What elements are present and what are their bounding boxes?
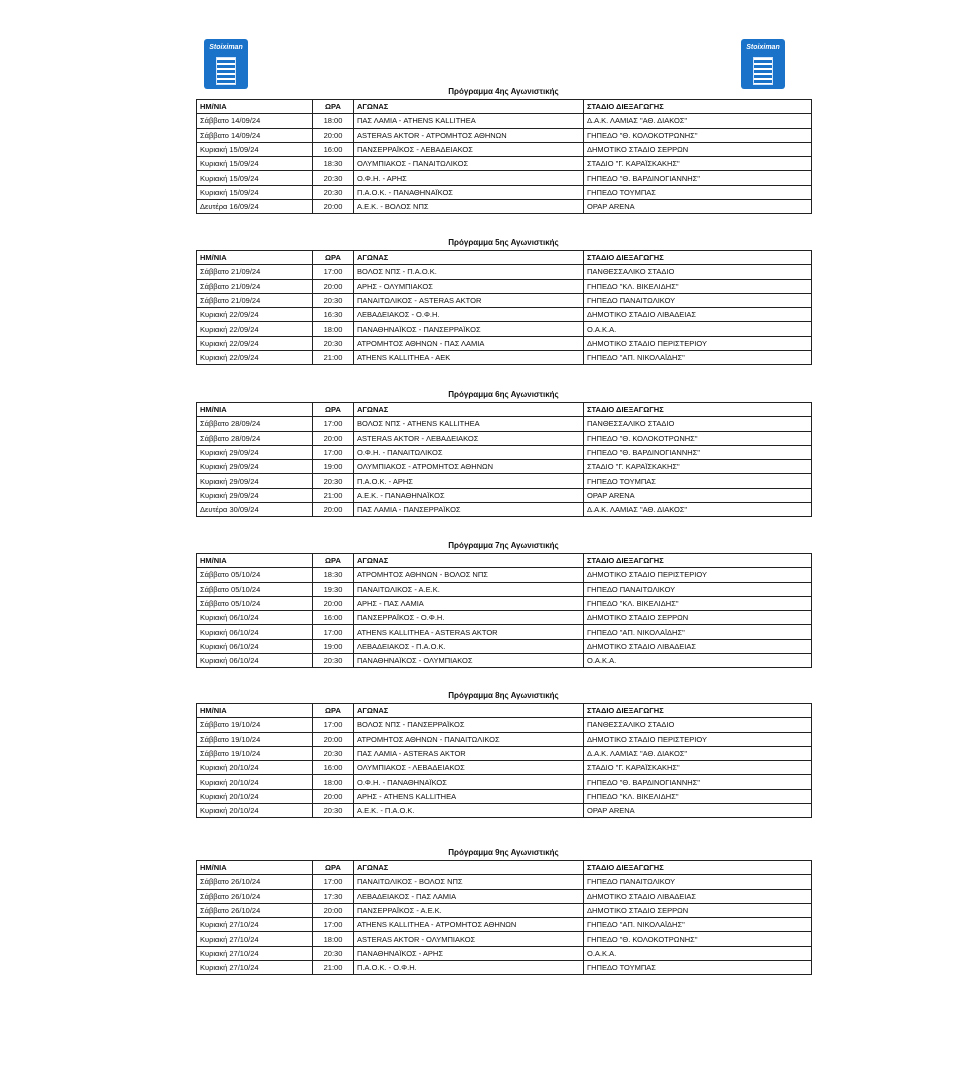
date-cell: Σάββατο 19/10/24 xyxy=(197,746,313,760)
table-row xyxy=(197,293,812,307)
schedule-table xyxy=(196,250,812,365)
venue-header: ΣΤΑΔΙΟ ΔΙΕΞΑΓΩΓΗΣ xyxy=(584,251,812,265)
venue-cell: Δ.Α.Κ. ΛΑΜΙΑΣ "ΑΘ. ΔΙΑΚΟΣ" xyxy=(584,503,812,517)
table-row xyxy=(197,775,812,789)
round-section xyxy=(196,846,811,975)
venue-cell: ΠΑΝΘΕΣΣΑΛΙΚΟ ΣΤΑΔΙΟ xyxy=(584,265,812,279)
date-cell: Σάββατο 26/10/24 xyxy=(197,889,313,903)
table-row xyxy=(197,889,812,903)
venue-header: ΣΤΑΔΙΟ ΔΙΕΞΑΓΩΓΗΣ xyxy=(584,704,812,718)
table-row xyxy=(197,200,812,214)
venue-cell: ΔΗΜΟΤΙΚΟ ΣΤΑΔΙΟ ΠΕΡΙΣΤΕΡΙΟΥ xyxy=(584,732,812,746)
date-cell: Κυριακή 15/09/24 xyxy=(197,157,313,171)
date-cell: Κυριακή 27/10/24 xyxy=(197,961,313,975)
header-row xyxy=(197,403,812,417)
match-cell: Π.Α.Ο.Κ. - ΠΑΝΑΘΗΝΑΪΚΟΣ xyxy=(354,185,584,199)
time-cell: 17:00 xyxy=(313,875,354,889)
date-cell: Σάββατο 26/10/24 xyxy=(197,903,313,917)
match-cell: Π.Α.Ο.Κ. - ΑΡΗΣ xyxy=(354,474,584,488)
date-cell: Κυριακή 22/09/24 xyxy=(197,308,313,322)
date-cell: Δευτέρα 30/09/24 xyxy=(197,503,313,517)
time-cell: 20:30 xyxy=(313,654,354,668)
table-row xyxy=(197,654,812,668)
schedule-table xyxy=(196,99,812,214)
venue-header: ΣΤΑΔΙΟ ΔΙΕΞΑΓΩΓΗΣ xyxy=(584,403,812,417)
venue-header: ΣΤΑΔΙΟ ΔΙΕΞΑΓΩΓΗΣ xyxy=(584,100,812,114)
date-cell: Σάββατο 14/09/24 xyxy=(197,114,313,128)
match-header: ΑΓΩΝΑΣ xyxy=(354,861,584,875)
match-cell: ΒΟΛΟΣ ΝΠΣ - ATHENS KALLITHEA xyxy=(354,417,584,431)
venue-cell: ΔΗΜΟΤΙΚΟ ΣΤΑΔΙΟ ΣΕΡΡΩΝ xyxy=(584,142,812,156)
venue-header: ΣΤΑΔΙΟ ΔΙΕΞΑΓΩΓΗΣ xyxy=(584,554,812,568)
match-cell: ATHENS KALLITHEA - AEK xyxy=(354,351,584,365)
date-cell: Κυριακή 15/09/24 xyxy=(197,171,313,185)
time-cell: 20:00 xyxy=(313,200,354,214)
time-cell: 20:00 xyxy=(313,596,354,610)
venue-cell: Ο.Α.Κ.Α. xyxy=(584,654,812,668)
venue-cell: ΣΤΑΔΙΟ "Γ. ΚΑΡΑΪΣΚΑΚΗΣ" xyxy=(584,761,812,775)
match-cell: ASTERAS AKTOR - ΟΛΥΜΠΙΑΚΟΣ xyxy=(354,932,584,946)
match-cell: ΠΑΝΣΕΡΡΑΪΚΟΣ - Α.Ε.Κ. xyxy=(354,903,584,917)
match-cell: ΒΟΛΟΣ ΝΠΣ - ΠΑΝΣΕΡΡΑΪΚΟΣ xyxy=(354,718,584,732)
match-header: ΑΓΩΝΑΣ xyxy=(354,100,584,114)
date-header: ΗΜ/ΝΙΑ xyxy=(197,554,313,568)
table-row xyxy=(197,732,812,746)
venue-cell: ΓΗΠΕΔΟ "Θ. ΒΑΡΔΙΝΟΓΙΑΝΝΗΣ" xyxy=(584,445,812,459)
time-cell: 20:30 xyxy=(313,171,354,185)
time-cell: 19:00 xyxy=(313,460,354,474)
time-cell: 17:00 xyxy=(313,417,354,431)
time-cell: 17:00 xyxy=(313,918,354,932)
date-cell: Κυριακή 29/09/24 xyxy=(197,474,313,488)
date-cell: Κυριακή 22/09/24 xyxy=(197,322,313,336)
logo-text: Stoiximan xyxy=(209,44,243,51)
date-cell: Σάββατο 28/09/24 xyxy=(197,431,313,445)
date-cell: Κυριακή 15/09/24 xyxy=(197,142,313,156)
date-cell: Κυριακή 15/09/24 xyxy=(197,185,313,199)
stoiximan-logo-right xyxy=(741,39,785,89)
venue-cell: ΓΗΠΕΔΟ "Θ. ΚΟΛΟΚΟΤΡΩΝΗΣ" xyxy=(584,932,812,946)
venue-cell: ΓΗΠΕΔΟ "ΚΛ. ΒΙΚΕΛΙΔΗΣ" xyxy=(584,596,812,610)
date-cell: Σάββατο 05/10/24 xyxy=(197,582,313,596)
time-cell: 17:00 xyxy=(313,265,354,279)
venue-cell: ΓΗΠΕΔΟ "ΑΠ. ΝΙΚΟΛΑΪΔΗΣ" xyxy=(584,625,812,639)
match-cell: ΠΑΝΣΕΡΡΑΪΚΟΣ - ΛΕΒΑΔΕΙΑΚΟΣ xyxy=(354,142,584,156)
date-cell: Κυριακή 27/10/24 xyxy=(197,946,313,960)
table-row xyxy=(197,789,812,803)
date-header: ΗΜ/ΝΙΑ xyxy=(197,251,313,265)
time-cell: 18:30 xyxy=(313,157,354,171)
time-cell: 20:30 xyxy=(313,293,354,307)
date-cell: Κυριακή 27/10/24 xyxy=(197,918,313,932)
time-cell: 20:00 xyxy=(313,503,354,517)
match-cell: Α.Ε.Κ. - ΠΑΝΑΘΗΝΑΪΚΟΣ xyxy=(354,488,584,502)
time-cell: 18:30 xyxy=(313,568,354,582)
table-row xyxy=(197,932,812,946)
match-cell: ΠΑΝΑΙΤΩΛΙΚΟΣ - Α.Ε.Κ. xyxy=(354,582,584,596)
time-cell: 20:30 xyxy=(313,804,354,818)
match-cell: ATHENS KALLITHEA - ASTERAS AKTOR xyxy=(354,625,584,639)
date-header: ΗΜ/ΝΙΑ xyxy=(197,861,313,875)
match-cell: ΠΑΣ ΛΑΜΙΑ - ΠΑΝΣΕΡΡΑΪΚΟΣ xyxy=(354,503,584,517)
venue-cell: ΠΑΝΘΕΣΣΑΛΙΚΟ ΣΤΑΔΙΟ xyxy=(584,718,812,732)
match-cell: ΠΑΣ ΛΑΜΙΑ - ASTERAS AKTOR xyxy=(354,746,584,760)
time-cell: 17:00 xyxy=(313,445,354,459)
time-header: ΩΡΑ xyxy=(313,861,354,875)
table-row xyxy=(197,322,812,336)
date-cell: Σάββατο 21/09/24 xyxy=(197,293,313,307)
time-cell: 19:30 xyxy=(313,582,354,596)
match-cell: ΛΕΒΑΔΕΙΑΚΟΣ - ΠΑΣ ΛΑΜΙΑ xyxy=(354,889,584,903)
time-cell: 20:00 xyxy=(313,128,354,142)
header-row xyxy=(197,251,812,265)
time-cell: 20:30 xyxy=(313,474,354,488)
date-cell: Κυριακή 29/09/24 xyxy=(197,488,313,502)
venue-cell: ΔΗΜΟΤΙΚΟ ΣΤΑΔΙΟ ΛΙΒΑΔΕΙΑΣ xyxy=(584,639,812,653)
table-row xyxy=(197,639,812,653)
table-row xyxy=(197,351,812,365)
table-row xyxy=(197,171,812,185)
table-row xyxy=(197,596,812,610)
time-header: ΩΡΑ xyxy=(313,554,354,568)
date-cell: Σάββατο 14/09/24 xyxy=(197,128,313,142)
time-cell: 19:00 xyxy=(313,639,354,653)
table-row xyxy=(197,918,812,932)
schedule-table xyxy=(196,553,812,668)
round-section xyxy=(196,539,811,668)
time-cell: 21:00 xyxy=(313,961,354,975)
venue-cell: ΓΗΠΕΔΟ ΤΟΥΜΠΑΣ xyxy=(584,961,812,975)
venue-cell: ΓΗΠΕΔΟ ΠΑΝΑΙΤΩΛΙΚΟΥ xyxy=(584,875,812,889)
table-row xyxy=(197,946,812,960)
table-row xyxy=(197,308,812,322)
table-row xyxy=(197,460,812,474)
venue-cell: ΣΤΑΔΙΟ "Γ. ΚΑΡΑΪΣΚΑΚΗΣ" xyxy=(584,157,812,171)
match-cell: Π.Α.Ο.Κ. - Ο.Φ.Η. xyxy=(354,961,584,975)
round-title: Πρόγραμμα 7ης Αγωνιστικής xyxy=(448,541,559,550)
date-cell: Κυριακή 20/10/24 xyxy=(197,761,313,775)
venue-cell: ΔΗΜΟΤΙΚΟ ΣΤΑΔΙΟ ΛΙΒΑΔΕΙΑΣ xyxy=(584,889,812,903)
date-header: ΗΜ/ΝΙΑ xyxy=(197,403,313,417)
time-cell: 20:30 xyxy=(313,336,354,350)
time-cell: 16:30 xyxy=(313,308,354,322)
match-cell: ΑΤΡΟΜΗΤΟΣ ΑΘΗΝΩΝ - ΠΑΝΑΙΤΩΛΙΚΟΣ xyxy=(354,732,584,746)
venue-cell: ΓΗΠΕΔΟ "ΚΛ. ΒΙΚΕΛΙΔΗΣ" xyxy=(584,789,812,803)
match-cell: ΑΤΡΟΜΗΤΟΣ ΑΘΗΝΩΝ - ΒΟΛΟΣ ΝΠΣ xyxy=(354,568,584,582)
time-cell: 20:00 xyxy=(313,279,354,293)
match-cell: ΠΑΝΑΘΗΝΑΪΚΟΣ - ΑΡΗΣ xyxy=(354,946,584,960)
round-title: Πρόγραμμα 4ης Αγωνιστικής xyxy=(448,87,559,96)
time-cell: 17:00 xyxy=(313,718,354,732)
venue-cell: ΔΗΜΟΤΙΚΟ ΣΤΑΔΙΟ ΣΕΡΡΩΝ xyxy=(584,611,812,625)
league-badge-icon xyxy=(753,57,773,85)
table-row xyxy=(197,568,812,582)
match-cell: ΛΕΒΑΔΕΙΑΚΟΣ - Ο.Φ.Η. xyxy=(354,308,584,322)
time-cell: 20:30 xyxy=(313,185,354,199)
date-cell: Κυριακή 22/09/24 xyxy=(197,336,313,350)
table-row xyxy=(197,474,812,488)
match-cell: ΑΡΗΣ - ΠΑΣ ΛΑΜΙΑ xyxy=(354,596,584,610)
date-cell: Σάββατο 05/10/24 xyxy=(197,596,313,610)
table-row xyxy=(197,903,812,917)
match-header: ΑΓΩΝΑΣ xyxy=(354,251,584,265)
date-header: ΗΜ/ΝΙΑ xyxy=(197,100,313,114)
match-cell: ΟΛΥΜΠΙΑΚΟΣ - ΛΕΒΑΔΕΙΑΚΟΣ xyxy=(354,761,584,775)
table-row xyxy=(197,961,812,975)
table-row xyxy=(197,718,812,732)
date-cell: Κυριακή 27/10/24 xyxy=(197,932,313,946)
time-cell: 20:00 xyxy=(313,903,354,917)
venue-cell: Δ.Α.Κ. ΛΑΜΙΑΣ "ΑΘ. ΔΙΑΚΟΣ" xyxy=(584,114,812,128)
table-row xyxy=(197,488,812,502)
time-cell: 18:00 xyxy=(313,775,354,789)
time-cell: 20:00 xyxy=(313,431,354,445)
time-header: ΩΡΑ xyxy=(313,704,354,718)
date-cell: Σάββατο 05/10/24 xyxy=(197,568,313,582)
header-row xyxy=(197,100,812,114)
venue-cell: ΔΗΜΟΤΙΚΟ ΣΤΑΔΙΟ ΣΕΡΡΩΝ xyxy=(584,903,812,917)
date-cell: Κυριακή 20/10/24 xyxy=(197,804,313,818)
table-row xyxy=(197,875,812,889)
table-row xyxy=(197,417,812,431)
date-cell: Σάββατο 28/09/24 xyxy=(197,417,313,431)
table-row xyxy=(197,431,812,445)
time-cell: 17:00 xyxy=(313,625,354,639)
schedule-table xyxy=(196,860,812,975)
time-header: ΩΡΑ xyxy=(313,403,354,417)
table-row xyxy=(197,279,812,293)
table-row xyxy=(197,582,812,596)
round-title: Πρόγραμμα 5ης Αγωνιστικής xyxy=(448,238,559,247)
venue-cell: OPAP ARENA xyxy=(584,804,812,818)
round-section xyxy=(196,236,811,365)
match-cell: ASTERAS AKTOR - ΛΕΒΑΔΕΙΑΚΟΣ xyxy=(354,431,584,445)
table-row xyxy=(197,185,812,199)
match-cell: ΠΑΝΣΕΡΡΑΪΚΟΣ - Ο.Φ.Η. xyxy=(354,611,584,625)
match-cell: ASTERAS AKTOR - ΑΤΡΟΜΗΤΟΣ ΑΘΗΝΩΝ xyxy=(354,128,584,142)
logo-text: Stoiximan xyxy=(746,44,780,51)
venue-cell: ΠΑΝΘΕΣΣΑΛΙΚΟ ΣΤΑΔΙΟ xyxy=(584,417,812,431)
table-row xyxy=(197,804,812,818)
venue-cell: ΓΗΠΕΔΟ "Θ. ΒΑΡΔΙΝΟΓΙΑΝΝΗΣ" xyxy=(584,775,812,789)
match-header: ΑΓΩΝΑΣ xyxy=(354,403,584,417)
match-header: ΑΓΩΝΑΣ xyxy=(354,554,584,568)
match-cell: ΟΛΥΜΠΙΑΚΟΣ - ΑΤΡΟΜΗΤΟΣ ΑΘΗΝΩΝ xyxy=(354,460,584,474)
match-cell: ΑΡΗΣ - ATHENS KALLITHEA xyxy=(354,789,584,803)
table-row xyxy=(197,142,812,156)
venue-cell: ΓΗΠΕΔΟ "ΑΠ. ΝΙΚΟΛΑΪΔΗΣ" xyxy=(584,351,812,365)
time-cell: 20:30 xyxy=(313,946,354,960)
match-cell: Ο.Φ.Η. - ΠΑΝΑΘΗΝΑΪΚΟΣ xyxy=(354,775,584,789)
table-row xyxy=(197,503,812,517)
time-cell: 20:00 xyxy=(313,789,354,803)
table-row xyxy=(197,128,812,142)
round-title: Πρόγραμμα 8ης Αγωνιστικής xyxy=(448,691,559,700)
match-cell: ΛΕΒΑΔΕΙΑΚΟΣ - Π.Α.Ο.Κ. xyxy=(354,639,584,653)
table-row xyxy=(197,625,812,639)
table-row xyxy=(197,157,812,171)
date-cell: Κυριακή 06/10/24 xyxy=(197,639,313,653)
league-badge-icon xyxy=(216,57,236,85)
venue-cell: ΓΗΠΕΔΟ ΠΑΝΑΙΤΩΛΙΚΟΥ xyxy=(584,293,812,307)
venue-header: ΣΤΑΔΙΟ ΔΙΕΞΑΓΩΓΗΣ xyxy=(584,861,812,875)
header-row xyxy=(197,554,812,568)
schedule-table xyxy=(196,703,812,818)
time-cell: 18:00 xyxy=(313,114,354,128)
venue-cell: ΓΗΠΕΔΟ ΠΑΝΑΙΤΩΛΙΚΟΥ xyxy=(584,582,812,596)
date-cell: Κυριακή 20/10/24 xyxy=(197,789,313,803)
header-row xyxy=(197,861,812,875)
table-row xyxy=(197,445,812,459)
date-cell: Κυριακή 06/10/24 xyxy=(197,611,313,625)
header-row xyxy=(197,704,812,718)
schedule-table xyxy=(196,402,812,517)
time-cell: 16:00 xyxy=(313,761,354,775)
venue-cell: ΓΗΠΕΔΟ "ΚΛ. ΒΙΚΕΛΙΔΗΣ" xyxy=(584,279,812,293)
date-cell: Σάββατο 19/10/24 xyxy=(197,732,313,746)
table-row xyxy=(197,114,812,128)
date-header: ΗΜ/ΝΙΑ xyxy=(197,704,313,718)
round-section xyxy=(196,388,811,517)
match-cell: Ο.Φ.Η. - ΠΑΝΑΙΤΩΛΙΚΟΣ xyxy=(354,445,584,459)
date-cell: Σάββατο 19/10/24 xyxy=(197,718,313,732)
time-cell: 21:00 xyxy=(313,351,354,365)
date-cell: Κυριακή 06/10/24 xyxy=(197,625,313,639)
date-cell: Δευτέρα 16/09/24 xyxy=(197,200,313,214)
stoiximan-logo-left xyxy=(204,39,248,89)
date-cell: Κυριακή 06/10/24 xyxy=(197,654,313,668)
table-row xyxy=(197,746,812,760)
date-cell: Κυριακή 29/09/24 xyxy=(197,460,313,474)
match-cell: ΒΟΛΟΣ ΝΠΣ - Π.Α.Ο.Κ. xyxy=(354,265,584,279)
time-cell: 16:00 xyxy=(313,142,354,156)
time-cell: 21:00 xyxy=(313,488,354,502)
venue-cell: OPAP ARENA xyxy=(584,488,812,502)
match-cell: ΠΑΣ ΛΑΜΙΑ - ATHENS KALLITHEA xyxy=(354,114,584,128)
round-section xyxy=(196,85,811,214)
table-row xyxy=(197,265,812,279)
venue-cell: OPAP ARENA xyxy=(584,200,812,214)
venue-cell: Ο.Α.Κ.Α. xyxy=(584,946,812,960)
table-row xyxy=(197,336,812,350)
date-cell: Σάββατο 21/09/24 xyxy=(197,279,313,293)
time-header: ΩΡΑ xyxy=(313,100,354,114)
match-cell: ΠΑΝΑΙΤΩΛΙΚΟΣ - ASTERAS AKTOR xyxy=(354,293,584,307)
table-row xyxy=(197,611,812,625)
date-cell: Κυριακή 22/09/24 xyxy=(197,351,313,365)
match-cell: ΑΤΡΟΜΗΤΟΣ ΑΘΗΝΩΝ - ΠΑΣ ΛΑΜΙΑ xyxy=(354,336,584,350)
time-cell: 17:30 xyxy=(313,889,354,903)
match-cell: Ο.Φ.Η. - ΑΡΗΣ xyxy=(354,171,584,185)
date-cell: Σάββατο 21/09/24 xyxy=(197,265,313,279)
venue-cell: ΔΗΜΟΤΙΚΟ ΣΤΑΔΙΟ ΠΕΡΙΣΤΕΡΙΟΥ xyxy=(584,568,812,582)
match-cell: Α.Ε.Κ. - ΒΟΛΟΣ ΝΠΣ xyxy=(354,200,584,214)
venue-cell: ΔΗΜΟΤΙΚΟ ΣΤΑΔΙΟ ΠΕΡΙΣΤΕΡΙΟΥ xyxy=(584,336,812,350)
venue-cell: ΓΗΠΕΔΟ ΤΟΥΜΠΑΣ xyxy=(584,185,812,199)
round-title: Πρόγραμμα 9ης Αγωνιστικής xyxy=(448,848,559,857)
round-section xyxy=(196,689,811,818)
venue-cell: ΔΗΜΟΤΙΚΟ ΣΤΑΔΙΟ ΛΙΒΑΔΕΙΑΣ xyxy=(584,308,812,322)
venue-cell: ΓΗΠΕΔΟ "Θ. ΚΟΛΟΚΟΤΡΩΝΗΣ" xyxy=(584,128,812,142)
match-cell: ΠΑΝΑΙΤΩΛΙΚΟΣ - ΒΟΛΟΣ ΝΠΣ xyxy=(354,875,584,889)
venue-cell: ΓΗΠΕΔΟ ΤΟΥΜΠΑΣ xyxy=(584,474,812,488)
time-cell: 20:30 xyxy=(313,746,354,760)
match-cell: ΑΡΗΣ - ΟΛΥΜΠΙΑΚΟΣ xyxy=(354,279,584,293)
match-cell: ΠΑΝΑΘΗΝΑΪΚΟΣ - ΟΛΥΜΠΙΑΚΟΣ xyxy=(354,654,584,668)
time-cell: 16:00 xyxy=(313,611,354,625)
match-header: ΑΓΩΝΑΣ xyxy=(354,704,584,718)
match-cell: ΟΛΥΜΠΙΑΚΟΣ - ΠΑΝΑΙΤΩΛΙΚΟΣ xyxy=(354,157,584,171)
venue-cell: ΓΗΠΕΔΟ "ΑΠ. ΝΙΚΟΛΑΪΔΗΣ" xyxy=(584,918,812,932)
time-cell: 20:00 xyxy=(313,732,354,746)
venue-cell: ΣΤΑΔΙΟ "Γ. ΚΑΡΑΪΣΚΑΚΗΣ" xyxy=(584,460,812,474)
time-cell: 18:00 xyxy=(313,322,354,336)
match-cell: ΠΑΝΑΘΗΝΑΪΚΟΣ - ΠΑΝΣΕΡΡΑΪΚΟΣ xyxy=(354,322,584,336)
date-cell: Κυριακή 20/10/24 xyxy=(197,775,313,789)
date-cell: Σάββατο 26/10/24 xyxy=(197,875,313,889)
venue-cell: Δ.Α.Κ. ΛΑΜΙΑΣ "ΑΘ. ΔΙΑΚΟΣ" xyxy=(584,746,812,760)
round-title: Πρόγραμμα 6ης Αγωνιστικής xyxy=(448,390,559,399)
venue-cell: ΓΗΠΕΔΟ "Θ. ΒΑΡΔΙΝΟΓΙΑΝΝΗΣ" xyxy=(584,171,812,185)
match-cell: ATHENS KALLITHEA - ΑΤΡΟΜΗΤΟΣ ΑΘΗΝΩΝ xyxy=(354,918,584,932)
date-cell: Κυριακή 29/09/24 xyxy=(197,445,313,459)
time-cell: 18:00 xyxy=(313,932,354,946)
venue-cell: Ο.Α.Κ.Α. xyxy=(584,322,812,336)
venue-cell: ΓΗΠΕΔΟ "Θ. ΚΟΛΟΚΟΤΡΩΝΗΣ" xyxy=(584,431,812,445)
match-cell: Α.Ε.Κ. - Π.Α.Ο.Κ. xyxy=(354,804,584,818)
table-row xyxy=(197,761,812,775)
time-header: ΩΡΑ xyxy=(313,251,354,265)
